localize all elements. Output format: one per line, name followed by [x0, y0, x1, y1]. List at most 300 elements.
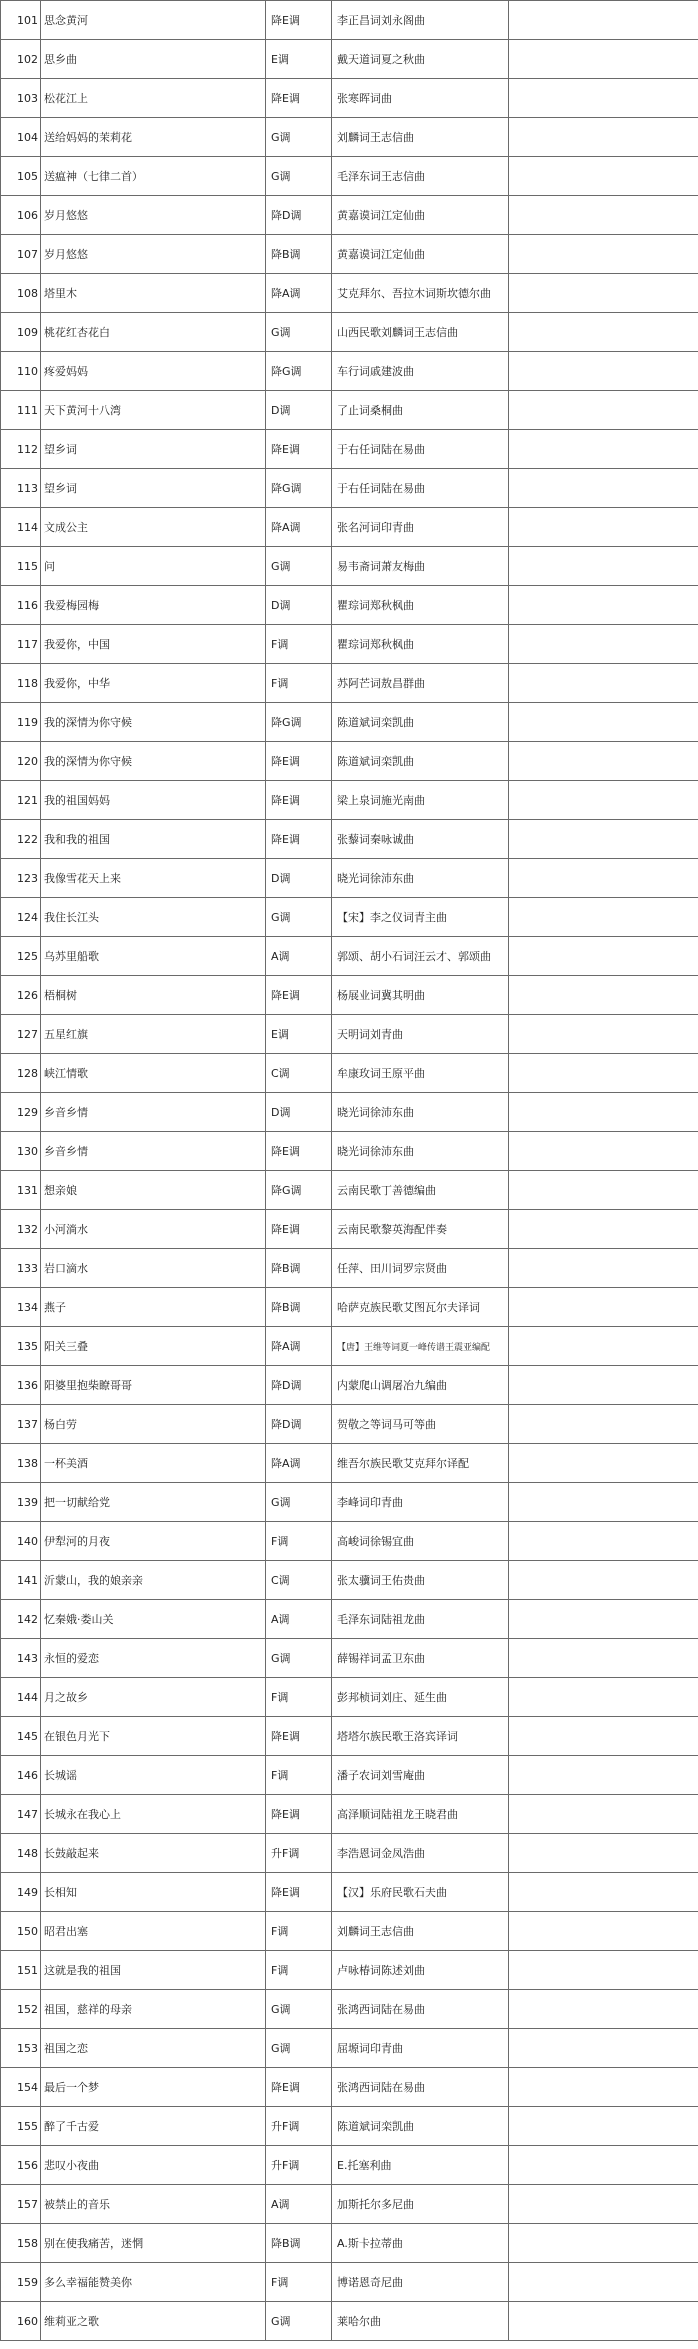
song-number: 120 — [1, 742, 41, 781]
song-key: A调 — [266, 937, 332, 976]
song-key: 降D调 — [266, 1405, 332, 1444]
empty-cell — [509, 703, 698, 742]
song-number: 132 — [1, 1210, 41, 1249]
table-row — [1, 898, 698, 937]
song-title: 乡音乡情 — [41, 1132, 266, 1171]
empty-cell — [509, 2185, 698, 2224]
empty-cell — [509, 2107, 698, 2146]
table-row — [1, 2146, 698, 2185]
song-number: 151 — [1, 1951, 41, 1990]
song-author: 塔塔尔族民歌王洛宾译词 — [332, 1717, 509, 1756]
song-number: 130 — [1, 1132, 41, 1171]
song-title: 望乡词 — [41, 430, 266, 469]
song-author: 高泽顺词陆祖龙王晓君曲 — [332, 1795, 509, 1834]
song-number: 128 — [1, 1054, 41, 1093]
empty-cell — [509, 274, 698, 313]
song-author: 彭邦桢词刘庄、延生曲 — [332, 1678, 509, 1717]
empty-cell — [509, 1639, 698, 1678]
song-number: 139 — [1, 1483, 41, 1522]
song-key: 降E调 — [266, 1717, 332, 1756]
song-title: 醉了千古爱 — [41, 2107, 266, 2146]
song-author: 张名河词印青曲 — [332, 508, 509, 547]
song-number: 134 — [1, 1288, 41, 1327]
song-key: G调 — [266, 547, 332, 586]
song-title: 思念黄河 — [41, 1, 266, 40]
empty-cell — [509, 625, 698, 664]
table-row — [1, 2029, 698, 2068]
empty-cell — [509, 1756, 698, 1795]
song-number: 144 — [1, 1678, 41, 1717]
song-author: 潘子农词刘雪庵曲 — [332, 1756, 509, 1795]
song-title: 忆秦娥·娄山关 — [41, 1600, 266, 1639]
song-author: 【汉】乐府民歌石夫曲 — [332, 1873, 509, 1912]
song-title: 最后一个梦 — [41, 2068, 266, 2107]
song-title: 岩口滴水 — [41, 1249, 266, 1288]
table-row — [1, 1171, 698, 1210]
table-row — [1, 547, 698, 586]
song-number: 145 — [1, 1717, 41, 1756]
empty-cell — [509, 391, 698, 430]
empty-cell — [509, 352, 698, 391]
song-author: 高峻词徐锡宜曲 — [332, 1522, 509, 1561]
song-title: 燕子 — [41, 1288, 266, 1327]
song-number: 113 — [1, 469, 41, 508]
song-number: 105 — [1, 157, 41, 196]
song-author: 卢咏椿词陈述刘曲 — [332, 1951, 509, 1990]
song-key: 降G调 — [266, 469, 332, 508]
song-title: 岁月悠悠 — [41, 196, 266, 235]
song-key: C调 — [266, 1561, 332, 1600]
song-author: 刘麟词王志信曲 — [332, 118, 509, 157]
song-key: 升F调 — [266, 2146, 332, 2185]
song-number: 148 — [1, 1834, 41, 1873]
empty-cell — [509, 2068, 698, 2107]
song-title: 送瘟神（七律二首） — [41, 157, 266, 196]
song-author: 内蒙爬山调屠冶九编曲 — [332, 1366, 509, 1405]
table-row — [1, 820, 698, 859]
song-author: 云南民歌黎英海配伴奏 — [332, 1210, 509, 1249]
song-title: 我爱梅园梅 — [41, 586, 266, 625]
song-author: 陈道斌词栾凯曲 — [332, 703, 509, 742]
song-author: 晓光词徐沛东曲 — [332, 859, 509, 898]
table-row — [1, 2107, 698, 2146]
song-author: 薛锡祥词孟卫东曲 — [332, 1639, 509, 1678]
song-key: A调 — [266, 2185, 332, 2224]
song-author: 于右任词陆在易曲 — [332, 469, 509, 508]
song-title: 我的祖国妈妈 — [41, 781, 266, 820]
song-key: 降A调 — [266, 1444, 332, 1483]
song-title: 我住长江头 — [41, 898, 266, 937]
song-number: 117 — [1, 625, 41, 664]
song-title: 我的深情为你守候 — [41, 742, 266, 781]
song-number: 141 — [1, 1561, 41, 1600]
table-row — [1, 118, 698, 157]
song-number: 142 — [1, 1600, 41, 1639]
song-key: 降D调 — [266, 1366, 332, 1405]
song-number: 147 — [1, 1795, 41, 1834]
song-number: 121 — [1, 781, 41, 820]
song-author: 黄嘉谟词江定仙曲 — [332, 235, 509, 274]
song-number: 160 — [1, 2302, 41, 2341]
song-number: 119 — [1, 703, 41, 742]
table-row — [1, 1834, 698, 1873]
song-author: 黄嘉谟词江定仙曲 — [332, 196, 509, 235]
song-number: 149 — [1, 1873, 41, 1912]
empty-cell — [509, 235, 698, 274]
song-number: 155 — [1, 2107, 41, 2146]
song-title: 长城永在我心上 — [41, 1795, 266, 1834]
song-key: 降B调 — [266, 1249, 332, 1288]
song-number: 133 — [1, 1249, 41, 1288]
empty-cell — [509, 1483, 698, 1522]
empty-cell — [509, 937, 698, 976]
song-author: 易韦斋词萧友梅曲 — [332, 547, 509, 586]
song-title: 我和我的祖国 — [41, 820, 266, 859]
table-row — [1, 1054, 698, 1093]
empty-cell — [509, 1561, 698, 1600]
song-title: 悲叹小夜曲 — [41, 2146, 266, 2185]
empty-cell — [509, 1327, 698, 1366]
song-key: 升F调 — [266, 2107, 332, 2146]
table-row — [1, 1561, 698, 1600]
song-key: F调 — [266, 625, 332, 664]
song-key: 降B调 — [266, 235, 332, 274]
song-number: 116 — [1, 586, 41, 625]
song-key: 降G调 — [266, 352, 332, 391]
song-author: 张鸿西词陆在易曲 — [332, 2068, 509, 2107]
song-number: 140 — [1, 1522, 41, 1561]
song-author: 博诺恩奇尼曲 — [332, 2263, 509, 2302]
table-row — [1, 937, 698, 976]
song-key: 降B调 — [266, 1288, 332, 1327]
song-title: 祖国之恋 — [41, 2029, 266, 2068]
song-title: 送给妈妈的茉莉花 — [41, 118, 266, 157]
table-row — [1, 664, 698, 703]
song-number: 118 — [1, 664, 41, 703]
song-key: G调 — [266, 118, 332, 157]
empty-cell — [509, 547, 698, 586]
song-author: 晓光词徐沛东曲 — [332, 1093, 509, 1132]
song-key: 降E调 — [266, 1795, 332, 1834]
table-row — [1, 196, 698, 235]
song-title: 岁月悠悠 — [41, 235, 266, 274]
song-title: 长城谣 — [41, 1756, 266, 1795]
song-title: 阳婆里抱柴瞭哥哥 — [41, 1366, 266, 1405]
song-author: 李正昌词刘永阁曲 — [332, 1, 509, 40]
song-key: G调 — [266, 157, 332, 196]
table-row — [1, 2302, 698, 2341]
table-row — [1, 40, 698, 79]
song-author: 车行词戚建波曲 — [332, 352, 509, 391]
empty-cell — [509, 40, 698, 79]
empty-cell — [509, 1054, 698, 1093]
song-author: 陈道斌词栾凯曲 — [332, 742, 509, 781]
table-row — [1, 742, 698, 781]
song-title: 在银色月光下 — [41, 1717, 266, 1756]
empty-cell — [509, 1834, 698, 1873]
song-key: G调 — [266, 1990, 332, 2029]
song-number: 146 — [1, 1756, 41, 1795]
table-row — [1, 1951, 698, 1990]
empty-cell — [509, 1249, 698, 1288]
empty-cell — [509, 2146, 698, 2185]
song-author: 山西民歌刘麟词王志信曲 — [332, 313, 509, 352]
empty-cell — [509, 1210, 698, 1249]
song-key: D调 — [266, 586, 332, 625]
song-title: 松花江上 — [41, 79, 266, 118]
song-number: 107 — [1, 235, 41, 274]
empty-cell — [509, 820, 698, 859]
song-title: 乡音乡情 — [41, 1093, 266, 1132]
song-key: G调 — [266, 1639, 332, 1678]
song-author: 刘麟词王志信曲 — [332, 1912, 509, 1951]
empty-cell — [509, 157, 698, 196]
song-key: D调 — [266, 391, 332, 430]
table-row — [1, 1912, 698, 1951]
song-author: 【唐】王维等词夏一峰传谱王震亚编配 — [332, 1327, 509, 1366]
song-author: 牟康玫词王原平曲 — [332, 1054, 509, 1093]
table-row — [1, 781, 698, 820]
table-row — [1, 976, 698, 1015]
song-number: 158 — [1, 2224, 41, 2263]
song-author: 郭颂、胡小石词汪云才、郭颂曲 — [332, 937, 509, 976]
empty-cell — [509, 586, 698, 625]
song-title: 月之故乡 — [41, 1678, 266, 1717]
song-number: 154 — [1, 2068, 41, 2107]
song-number: 129 — [1, 1093, 41, 1132]
song-author: 陈道斌词栾凯曲 — [332, 2107, 509, 2146]
song-list-body — [1, 1, 698, 2341]
song-author: E.托塞利曲 — [332, 2146, 509, 2185]
empty-cell — [509, 196, 698, 235]
table-row — [1, 1990, 698, 2029]
song-number: 106 — [1, 196, 41, 235]
song-number: 159 — [1, 2263, 41, 2302]
song-number: 102 — [1, 40, 41, 79]
song-author: 天明词刘青曲 — [332, 1015, 509, 1054]
song-key: F调 — [266, 1756, 332, 1795]
song-key: 降E调 — [266, 79, 332, 118]
table-row — [1, 2224, 698, 2263]
song-number: 112 — [1, 430, 41, 469]
table-row — [1, 1249, 698, 1288]
song-number: 153 — [1, 2029, 41, 2068]
table-row — [1, 1210, 698, 1249]
empty-cell — [509, 1132, 698, 1171]
song-key: 降E调 — [266, 1873, 332, 1912]
song-title: 我像雪花天上来 — [41, 859, 266, 898]
song-key: F调 — [266, 2263, 332, 2302]
table-row — [1, 1639, 698, 1678]
table-row — [1, 1444, 698, 1483]
song-number: 135 — [1, 1327, 41, 1366]
song-number: 108 — [1, 274, 41, 313]
table-row — [1, 1132, 698, 1171]
song-title: 文成公主 — [41, 508, 266, 547]
song-author: 于右任词陆在易曲 — [332, 430, 509, 469]
song-key: F调 — [266, 1522, 332, 1561]
song-title: 思乡曲 — [41, 40, 266, 79]
empty-cell — [509, 1405, 698, 1444]
song-key: D调 — [266, 1093, 332, 1132]
song-key: 降A调 — [266, 508, 332, 547]
song-title: 我爱你，中国 — [41, 625, 266, 664]
song-author: 张鸿西词陆在易曲 — [332, 1990, 509, 2029]
empty-cell — [509, 1951, 698, 1990]
table-row — [1, 1678, 698, 1717]
song-title: 望乡词 — [41, 469, 266, 508]
empty-cell — [509, 1678, 698, 1717]
table-row — [1, 391, 698, 430]
song-number: 124 — [1, 898, 41, 937]
empty-cell — [509, 859, 698, 898]
song-key: F调 — [266, 1951, 332, 1990]
song-title: 问 — [41, 547, 266, 586]
empty-cell — [509, 469, 698, 508]
song-title: 别在使我痛苦，迷惘 — [41, 2224, 266, 2263]
table-row — [1, 79, 698, 118]
empty-cell — [509, 664, 698, 703]
table-row — [1, 508, 698, 547]
song-author: 云南民歌丁善德编曲 — [332, 1171, 509, 1210]
song-key: G调 — [266, 2029, 332, 2068]
song-title: 小河淌水 — [41, 1210, 266, 1249]
song-key: 降E调 — [266, 742, 332, 781]
table-row — [1, 2068, 698, 2107]
song-author: 莱哈尔曲 — [332, 2302, 509, 2341]
song-author: 瞿琮词郑秋枫曲 — [332, 625, 509, 664]
song-title: 乌苏里船歌 — [41, 937, 266, 976]
song-title: 多么幸福能赞美你 — [41, 2263, 266, 2302]
empty-cell — [509, 1873, 698, 1912]
song-key: F调 — [266, 664, 332, 703]
song-number: 150 — [1, 1912, 41, 1951]
empty-cell — [509, 2224, 698, 2263]
empty-cell — [509, 1288, 698, 1327]
empty-cell — [509, 1990, 698, 2029]
song-key: 降G调 — [266, 1171, 332, 1210]
song-number: 125 — [1, 937, 41, 976]
table-row — [1, 313, 698, 352]
song-author: 晓光词徐沛东曲 — [332, 1132, 509, 1171]
song-number: 137 — [1, 1405, 41, 1444]
empty-cell — [509, 313, 698, 352]
table-row — [1, 1600, 698, 1639]
empty-cell — [509, 898, 698, 937]
table-row — [1, 157, 698, 196]
empty-cell — [509, 79, 698, 118]
song-author: 了止词桑桐曲 — [332, 391, 509, 430]
song-title: 把一切献给党 — [41, 1483, 266, 1522]
song-key: 降B调 — [266, 2224, 332, 2263]
song-number: 101 — [1, 1, 41, 40]
song-author: 贺敬之等词马可等曲 — [332, 1405, 509, 1444]
song-number: 138 — [1, 1444, 41, 1483]
table-row — [1, 1, 698, 40]
table-row — [1, 1873, 698, 1912]
empty-cell — [509, 1912, 698, 1951]
table-row — [1, 1483, 698, 1522]
song-number: 123 — [1, 859, 41, 898]
song-key: 降D调 — [266, 196, 332, 235]
song-author: 苏阿芒词敖昌群曲 — [332, 664, 509, 703]
song-key: 降G调 — [266, 703, 332, 742]
empty-cell — [509, 1600, 698, 1639]
table-row — [1, 1522, 698, 1561]
table-row — [1, 352, 698, 391]
song-title: 昭君出塞 — [41, 1912, 266, 1951]
song-number: 136 — [1, 1366, 41, 1405]
empty-cell — [509, 1717, 698, 1756]
song-title: 一杯美酒 — [41, 1444, 266, 1483]
song-number: 152 — [1, 1990, 41, 2029]
song-author: 毛泽东词陆祖龙曲 — [332, 1600, 509, 1639]
song-key: 降E调 — [266, 1132, 332, 1171]
song-author: 任萍、田川词罗宗贤曲 — [332, 1249, 509, 1288]
song-key: 升F调 — [266, 1834, 332, 1873]
empty-cell — [509, 118, 698, 157]
table-row — [1, 1756, 698, 1795]
empty-cell — [509, 430, 698, 469]
song-title: 被禁止的音乐 — [41, 2185, 266, 2224]
empty-cell — [509, 976, 698, 1015]
song-title: 维莉亚之歌 — [41, 2302, 266, 2341]
song-author: 【宋】李之仪词青主曲 — [332, 898, 509, 937]
song-author: 杨展业词冀其明曲 — [332, 976, 509, 1015]
song-title: 桃花红杏花白 — [41, 313, 266, 352]
table-row — [1, 586, 698, 625]
song-title: 五星红旗 — [41, 1015, 266, 1054]
table-row — [1, 625, 698, 664]
song-title: 长相知 — [41, 1873, 266, 1912]
table-row — [1, 1405, 698, 1444]
empty-cell — [509, 1015, 698, 1054]
song-number: 156 — [1, 2146, 41, 2185]
song-number: 109 — [1, 313, 41, 352]
song-key: 降E调 — [266, 820, 332, 859]
song-title: 永恒的爱恋 — [41, 1639, 266, 1678]
song-author: 艾克拜尔、吾拉木词斯坎德尔曲 — [332, 274, 509, 313]
song-key: 降E调 — [266, 430, 332, 469]
song-author: 加斯托尔多尼曲 — [332, 2185, 509, 2224]
song-author: 梁上泉词施光南曲 — [332, 781, 509, 820]
song-title: 峡江情歌 — [41, 1054, 266, 1093]
song-number: 114 — [1, 508, 41, 547]
empty-cell — [509, 1444, 698, 1483]
song-key: 降E调 — [266, 781, 332, 820]
song-number: 131 — [1, 1171, 41, 1210]
empty-cell — [509, 508, 698, 547]
song-number: 111 — [1, 391, 41, 430]
song-key: G调 — [266, 313, 332, 352]
song-number: 127 — [1, 1015, 41, 1054]
song-key: G调 — [266, 1483, 332, 1522]
song-key: 降E调 — [266, 2068, 332, 2107]
table-row — [1, 1288, 698, 1327]
song-title: 沂蒙山，我的娘亲亲 — [41, 1561, 266, 1600]
song-number: 122 — [1, 820, 41, 859]
song-key: C调 — [266, 1054, 332, 1093]
table-row — [1, 1327, 698, 1366]
song-number: 126 — [1, 976, 41, 1015]
table-row — [1, 1717, 698, 1756]
empty-cell — [509, 781, 698, 820]
table-row — [1, 274, 698, 313]
song-key: F调 — [266, 1912, 332, 1951]
song-key: 降A调 — [266, 274, 332, 313]
empty-cell — [509, 2029, 698, 2068]
song-author: 张寒晖词曲 — [332, 79, 509, 118]
